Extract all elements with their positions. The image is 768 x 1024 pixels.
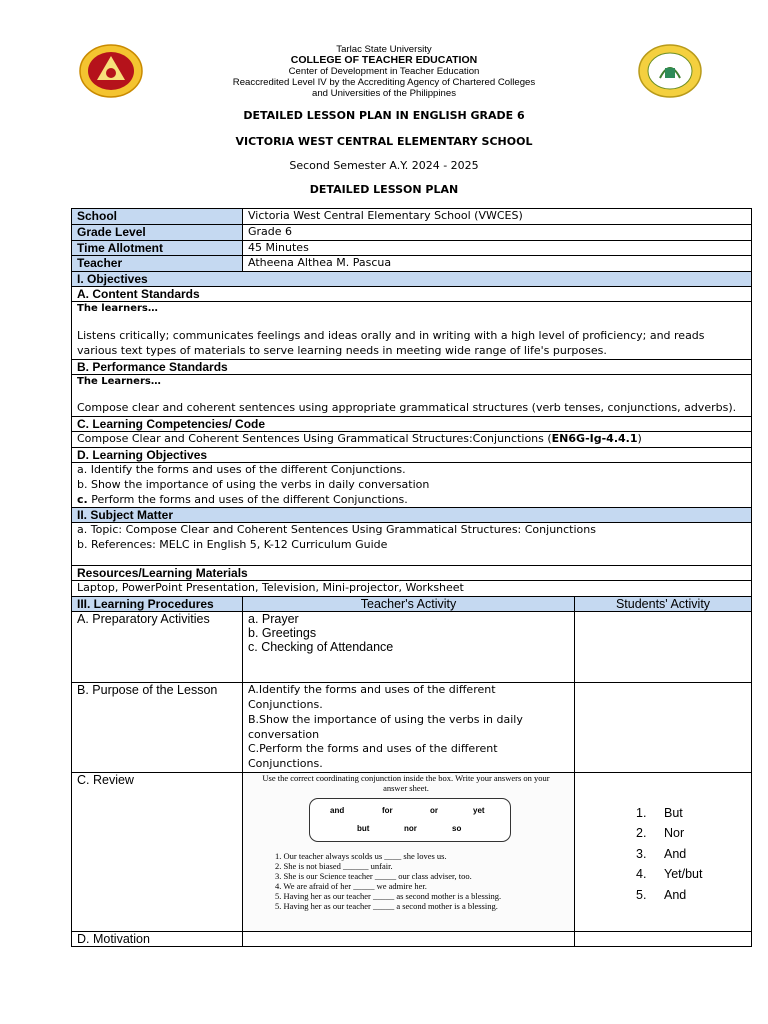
school-value: Victoria West Central Elementary School (VWCES)	[243, 209, 752, 225]
worksheet-item: 4. We are afraid of her _____ we admire her.	[275, 880, 427, 891]
performance-lead: The Learners…	[77, 375, 161, 387]
resources-heading: Resources/Learning Materials	[72, 566, 752, 581]
school-row	[72, 209, 752, 225]
learning-objective-b: b. Show the importance of using the verbs in daily conversation	[77, 477, 430, 491]
performance-standards-heading: B. Performance Standards	[72, 359, 752, 374]
tarlac-state-university-seal	[79, 44, 143, 98]
learning-objectives-cell	[72, 462, 752, 507]
choice-word: for	[382, 805, 393, 815]
worksheet-item: 2. She is not biased ______ unfair.	[275, 860, 393, 871]
main-title: DETAILED LESSON PLAN IN ENGLISH GRADE 6	[243, 109, 525, 122]
conjunction-worksheet	[243, 773, 574, 931]
competency-text: Compose Clear and Coherent Sentences Using Grammatical Structures:Conjunctions (	[77, 432, 552, 446]
purpose-student-cell	[575, 683, 752, 773]
center-line: Center of Development in Teacher Education	[288, 66, 480, 77]
competency-cell	[72, 432, 752, 448]
content-lead: The learners…	[77, 303, 158, 315]
preparatory-label: A. Preparatory Activities	[72, 612, 243, 683]
school-label: School	[72, 209, 243, 225]
purpose-line: Conjunctions.	[248, 697, 323, 711]
subject-matter-heading: II. Subject Matter	[72, 508, 752, 523]
purpose-line: C.Perform the forms and uses of the different	[248, 742, 498, 756]
learning-objective-c: Perform the forms and uses of the different Conjunctions.	[87, 492, 408, 506]
semester-title: Second Semester A.Y. 2024 - 2025	[289, 159, 479, 172]
worksheet-item: 3. She is our Science teacher _____ our class adviser, too.	[275, 870, 472, 881]
objectives-heading: I. Objectives	[72, 272, 752, 287]
competency-code: EN6G-Ig-4.4.1	[551, 432, 638, 446]
accreditation-line-1: Reaccredited Level IV by the Accrediting Agency of Chartered Colleges	[232, 77, 536, 88]
purpose-label: B. Purpose of the Lesson	[72, 683, 243, 773]
teacher-row	[72, 256, 752, 272]
grade-label: Grade Level	[72, 224, 243, 240]
review-teacher-cell	[243, 772, 575, 931]
learning-objective-c-letter: c.	[77, 492, 88, 506]
school-title: VICTORIA WEST CENTRAL ELEMENTARY SCHOOL	[235, 135, 533, 148]
time-row	[72, 240, 752, 256]
choice-word: so	[452, 823, 462, 833]
procedures-heading: III. Learning Procedures	[72, 597, 243, 612]
choice-word: but	[357, 823, 370, 833]
content-text: Listens critically; communicates feelings and ideas orally and in writing with a high level of proficiency; and reads various text types of materials to serve learning needs in meeting wide range of life's purposes.	[77, 328, 705, 357]
subject-references: b. References: MELC in English 5, K-12 Curriculum Guide	[77, 538, 388, 552]
answer-item: 3. And	[636, 846, 687, 861]
preparatory-student-cell	[575, 612, 752, 683]
content-standards-cell	[72, 302, 752, 359]
answer-item: 1. But	[636, 805, 683, 820]
prep-item-prayer: a. Prayer	[248, 612, 299, 627]
review-student-cell	[575, 772, 752, 931]
motivation-label: D. Motivation	[72, 931, 243, 946]
preparatory-teacher-cell	[243, 612, 575, 683]
subject-topic: a. Topic: Compose Clear and Coherent Sentences Using Grammatical Structures: Conjunctions	[77, 523, 596, 537]
student-activity-header: Students' Activity	[575, 597, 752, 612]
review-label: C. Review	[72, 772, 243, 931]
performance-standards-cell	[72, 374, 752, 417]
worksheet-item: 5. Having her as our teacher _____ a second mother is a blessing.	[275, 900, 498, 911]
answer-item: 5. And	[636, 887, 687, 902]
worksheet-items	[275, 851, 501, 911]
worksheet-item: 1. Our teacher always scolds us ____ she loves us.	[275, 850, 447, 861]
teacher-activity-header: Teacher's Activity	[243, 597, 575, 612]
performance-text: Compose clear and coherent sentences using appropriate grammatical structures (verb tenses, conjunctions, adverbs).	[77, 401, 737, 415]
teacher-value: Atheena Althea M. Pascua	[243, 256, 752, 272]
time-label: Time Allotment	[72, 240, 243, 256]
college-name: COLLEGE OF TEACHER EDUCATION	[290, 54, 478, 66]
procedures-header-row	[72, 597, 752, 612]
purpose-teacher-cell	[243, 683, 575, 773]
learning-objective-a: a. Identify the forms and uses of the different Conjunctions.	[77, 462, 406, 476]
institution-header	[180, 44, 588, 99]
choice-word: or	[430, 805, 438, 815]
purpose-row	[72, 683, 752, 773]
preparatory-row	[72, 612, 752, 683]
worksheet-instruction: Use the correct coordinating conjunction inside the box. Write your answers on your answer sheet.	[262, 772, 550, 793]
prep-item-attendance: c. Checking of Attendance	[248, 640, 394, 655]
motivation-student-cell	[575, 931, 752, 946]
conjunction-choice-box	[309, 798, 511, 842]
purpose-line: Conjunctions.	[248, 757, 323, 771]
competencies-heading: C. Learning Competencies/ Code	[72, 417, 752, 432]
plan-title: DETAILED LESSON PLAN	[309, 183, 459, 196]
learning-objectives-heading: D. Learning Objectives	[72, 447, 752, 462]
teacher-label: Teacher	[72, 256, 243, 272]
college-of-teacher-education-seal	[638, 44, 702, 98]
motivation-row	[72, 931, 752, 946]
grade-row	[72, 224, 752, 240]
purpose-line: B.Show the importance of using the verbs in daily	[248, 712, 523, 726]
time-value: 45 Minutes	[243, 240, 752, 256]
choice-word: yet	[473, 805, 485, 815]
answer-item: 2. Nor	[636, 826, 685, 841]
answer-list	[580, 773, 746, 906]
lesson-plan-table	[71, 208, 752, 947]
answer-item: 4. Yet/but	[636, 867, 703, 882]
competency-close: )	[637, 432, 642, 446]
resources-text: Laptop, PowerPoint Presentation, Television, Mini-projector, Worksheet	[72, 581, 752, 597]
subject-matter-cell	[72, 523, 752, 566]
university-name: Tarlac State University	[336, 44, 432, 55]
choice-word: and	[330, 805, 345, 815]
content-standards-heading: A. Content Standards	[72, 287, 752, 302]
review-row	[72, 772, 752, 931]
choice-word: nor	[404, 823, 417, 833]
purpose-line: A.Identify the forms and uses of the different	[248, 683, 496, 697]
prep-item-greetings: b. Greetings	[248, 626, 317, 641]
worksheet-item: 5. Having her as our teacher _____ as second mother is a blessing.	[275, 890, 502, 901]
purpose-line: conversation	[248, 727, 320, 741]
motivation-teacher-cell	[243, 931, 575, 946]
grade-value: Grade 6	[243, 224, 752, 240]
accreditation-line-2: and Universities of the Philippines	[312, 88, 456, 99]
